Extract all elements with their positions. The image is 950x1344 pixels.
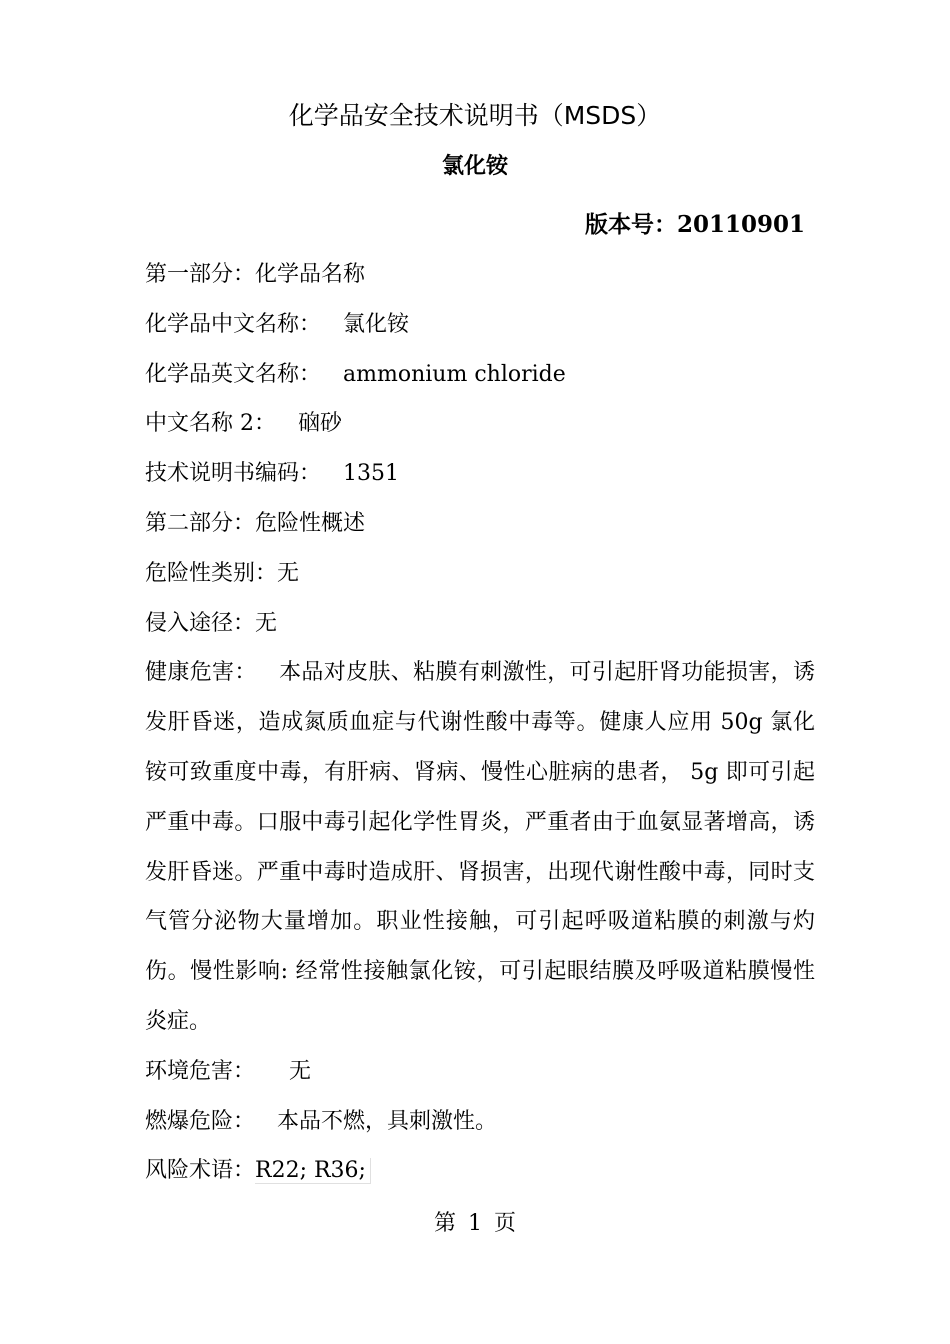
en-name-label: 化学品英文名称： [145,361,322,387]
cn-name-row [145,300,815,350]
health-hazard-paragraph [145,648,815,1046]
cn-name-label: 化学品中文名称： [145,311,322,337]
fire-hazard-label: 燃爆危险： [145,1108,256,1134]
cn-name2-value: 硇砂 [298,411,343,437]
fire-hazard-value: 本品不燃，具刺激性。 [277,1108,498,1134]
en-name-row [145,350,815,400]
risk-phrase-value: R22; R36; [255,1158,371,1184]
code-row [145,449,815,499]
cn-name2-row [145,399,815,449]
page-footer [0,1208,950,1240]
env-hazard-row [145,1047,815,1097]
fire-hazard-row [145,1097,815,1147]
version-number: 版本号：20110901 [584,211,805,238]
document-title: 化学品安全技术说明书（MSDS） [288,101,662,130]
page-prefix: 第 [433,1211,456,1236]
risk-phrase-row [145,1146,815,1196]
code-value: 1351 [343,461,400,487]
env-hazard-value: 无 [289,1058,312,1084]
env-hazard-label: 环境危害： [145,1058,256,1084]
code-label: 技术说明书编码： [145,461,322,487]
page-number: 1 [468,1211,482,1236]
health-hazard-text: 本品对皮肤、粘膜有刺激性，可引起肝肾功能损害，诱发肝昏迷，造成氮质血症与代谢性酸中毒等。健康人应用 50g 氯化铵可致重度中毒，有肝病、肾病、慢性心脏病的患者， 5g 即可引起严重中毒。口服中毒引起化学性胃炎，严重者由于血氨显著增高，诱发肝昏迷。严重中毒时造成肝、肾损害，出现代谢性酸中毒，同时支气管分泌物大量增加。职业性接触，可引起呼吸道粘膜的刺激与灼伤。慢性影响: 经常性接触氯化铵，可引起眼结膜及呼吸道粘膜慢性炎症。 [145,660,815,1034]
hazard-class: 危险性类别：无 [145,560,300,586]
en-name-value: ammonium chloride [343,361,566,387]
entry-route: 侵入途径：无 [145,610,278,636]
chemical-name-heading: 氯化铵 [441,153,508,179]
health-hazard-label: 健康危害： [145,660,257,686]
cn-name2-label: 中文名称 2： [145,411,276,437]
section-2-heading: 第二部分：危险性概述 [145,510,366,536]
risk-phrase-label: 风险术语： [145,1158,256,1184]
document-body [145,250,815,1196]
section-1-heading: 第一部分：化学品名称 [145,262,366,287]
cn-name-value: 氯化铵 [343,311,410,337]
page-suffix: 页 [494,1211,517,1236]
